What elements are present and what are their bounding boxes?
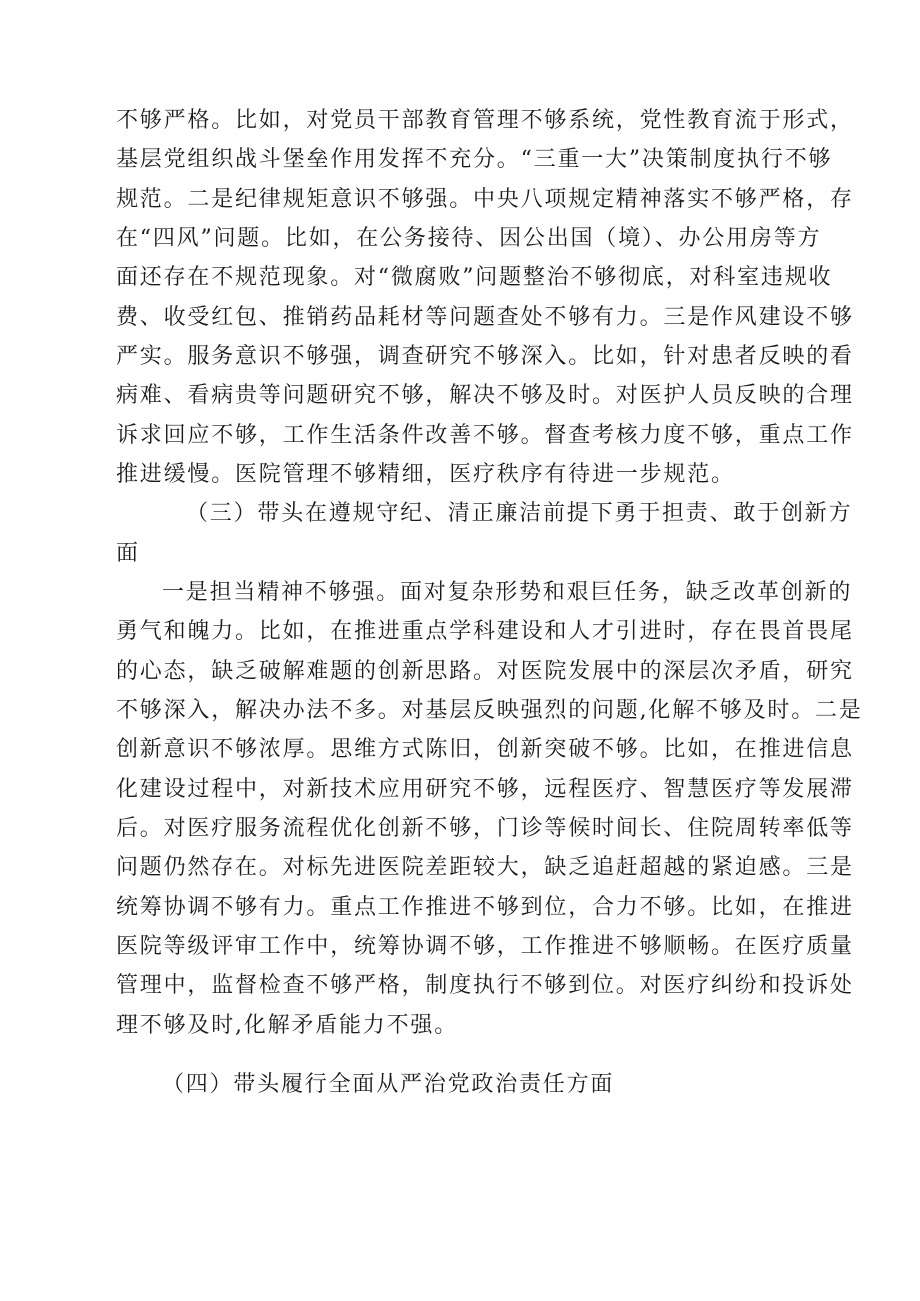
text-line: 在“四风”问题。比如，在公务接待、因公出国（境）、办公用房等方 [116, 226, 822, 251]
section-heading-three: （三）带头在遵规守纪、清正廉洁前提下勇于担责、敢于创新方 [186, 501, 853, 526]
text-line: 化建设过程中，对新技术应用研究不够，远程医疗、智慧医疗等发展滞 [116, 777, 854, 802]
text-line: 严实。服务意识不够强，调查研究不够深入。比如，针对患者反映的看 [116, 344, 854, 369]
text-line: 规范。二是纪律规矩意识不够强。中央八项规定精神落实不够严格，存 [116, 187, 854, 212]
text-line: 不够严格。比如，对党员干部教育管理不够系统，党性教育流于形式， [116, 108, 854, 133]
text-line: 创新意识不够浓厚。思维方式陈旧，创新突破不够。比如，在推进信息 [116, 737, 854, 762]
text-line: 勇气和魄力。比如，在推进重点学科建设和人才引进时，存在畏首畏尾 [116, 619, 854, 644]
text-line: 不够深入，解决办法不多。对基层反映强烈的问题,化解不够及时。二是 [116, 698, 863, 723]
text-line: 理不够及时,化解矛盾能力不强。 [116, 1013, 458, 1038]
section-heading-four: （四）带头履行全面从严治党政治责任方面 [162, 1072, 615, 1097]
text-line: 面还存在不规范现象。对“微腐败”问题整治不够彻底，对科室违规收 [116, 265, 833, 290]
text-line: 的心态，缺乏破解难题的创新思路。对医院发展中的深层次矛盾，研究 [116, 659, 854, 684]
text-line: 费、收受红包、推销药品耗材等问题查处不够有力。三是作风建设不够 [116, 305, 854, 330]
text-line: 医院等级评审工作中，统筹协调不够，工作推进不够顺畅。在医疗质量 [116, 934, 854, 959]
text-line: 诉求回应不够，工作生活条件改善不够。督查考核力度不够，重点工作 [116, 423, 854, 448]
text-line: 管理中，监督检查不够严格，制度执行不够到位。对医疗纠纷和投诉处 [116, 973, 854, 998]
text-line: 统筹协调不够有力。重点工作推进不够到位，合力不够。比如，在推进 [116, 895, 854, 920]
section-heading-three-continued: 面 [116, 541, 140, 566]
text-line: 推进缓慢。医院管理不够精细，医疗秩序有待进一步规范。 [116, 462, 735, 487]
text-line: 后。对医疗服务流程优化创新不够，门诊等候时间长、住院周转率低等 [116, 816, 854, 841]
text-line: 问题仍然存在。对标先进医院差距较大，缺乏追赶超越的紧迫感。三是 [116, 855, 854, 880]
text-line: 基层党组织战斗堡垒作用发挥不充分。“三重一大”决策制度执行不够 [116, 147, 833, 172]
text-line: 一是担当精神不够强。面对复杂形势和艰巨任务，缺乏改革创新的 [162, 580, 853, 605]
text-line: 病难、看病贵等问题研究不够，解决不够及时。对医护人员反映的合理 [116, 383, 854, 408]
